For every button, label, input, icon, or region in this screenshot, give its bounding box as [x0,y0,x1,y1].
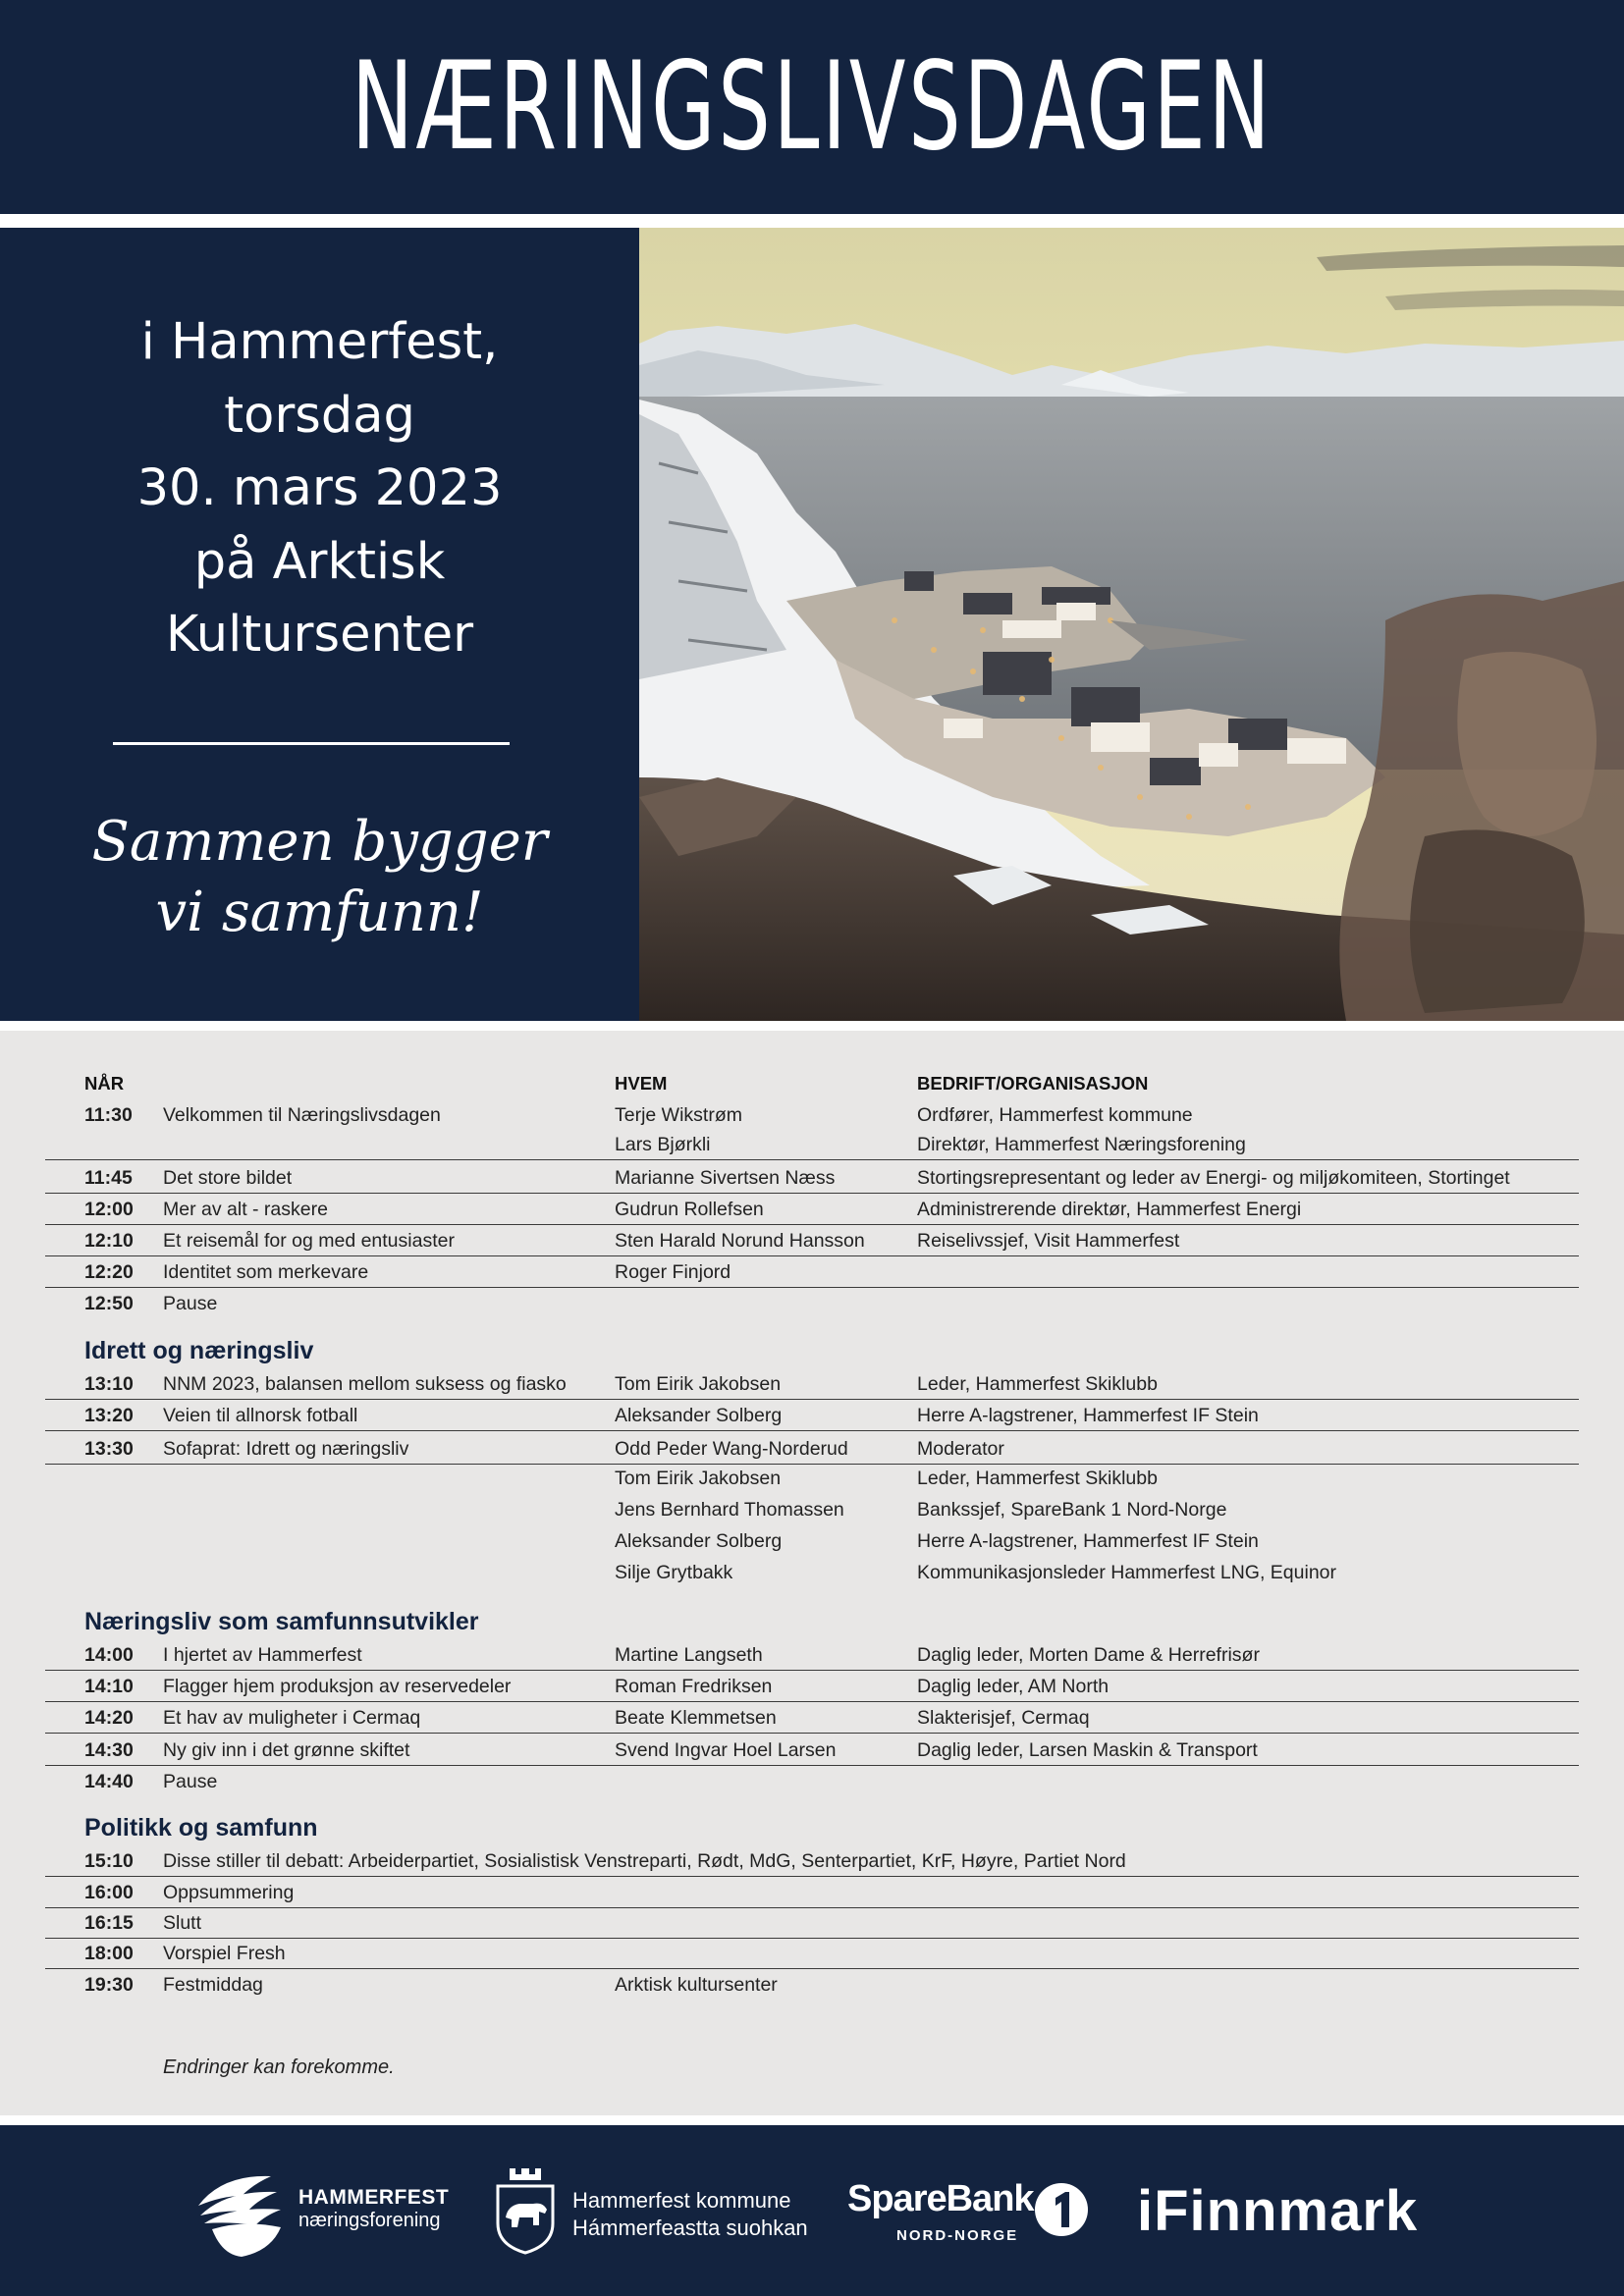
table-row [45,1937,1579,1969]
row-time: 13:10 [84,1373,134,1395]
table-row [45,1432,1579,1465]
row-time: 19:30 [84,1974,134,1996]
event-weekday: torsdag [224,386,415,445]
row-time: 12:10 [84,1230,134,1252]
sparebank-one-icon [1032,2180,1091,2239]
schedule-header-row [45,1067,1579,1098]
row-time: 14:30 [84,1739,134,1761]
hnf-name: HAMMERFEST [298,2186,450,2209]
row-speaker: Marianne Sivertsen Næss [615,1167,836,1189]
hnf-subname: næringsforening [298,2210,441,2231]
row-organisation: Administrerende direktør, Hammerfest Energi [917,1199,1302,1220]
row-time: 14:20 [84,1707,134,1729]
event-info-panel [0,228,639,1021]
row-speaker: Aleksander Solberg [615,1405,783,1426]
row-speaker: Tom Eirik Jakobsen [615,1373,782,1395]
table-row [45,1844,1579,1877]
column-header-who: HVEM [615,1073,668,1094]
event-location: i Hammerfest, [140,313,499,371]
row-time: 16:15 [84,1912,134,1934]
sparebank1-nord-norge-logo [847,2166,1093,2261]
row-time: 14:00 [84,1644,134,1666]
slogan [0,807,639,948]
hammerfest-landscape-illustration [639,228,1624,1021]
row-title: Slutt [163,1912,202,1934]
row-title: I hjertet av Hammerfest [163,1644,362,1666]
table-row [45,1161,1579,1194]
row-time: 18:00 [84,1943,134,1964]
section-heading-politics: Politikk og samfunn [84,1814,318,1842]
section-heading-business: Næringsliv som samfunnsutvikler [84,1608,479,1635]
table-row [45,1734,1579,1766]
row-title: Identitet som merkevare [163,1261,369,1283]
row-speaker: Tom Eirik Jakobsen [615,1468,782,1489]
table-row [45,1255,1579,1288]
slogan-line1: Sammen bygger [91,810,548,874]
row-organisation: Leder, Hammerfest Skiklubb [917,1373,1158,1395]
row-organisation: Herre A-lagstrener, Hammerfest IF Stein [917,1530,1259,1552]
table-row [45,1493,1579,1524]
kommune-name: Hammerfest kommune [572,2188,791,2213]
event-venue-line1: på Arktisk [193,532,446,591]
table-row [45,1367,1579,1400]
row-title: Oppsummering [163,1882,295,1903]
section-heading-sport: Idrett og næringsliv [84,1337,314,1364]
program-schedule [0,1031,1624,2115]
row-title: Pause [163,1293,218,1314]
row-speaker: Odd Peder Wang-Norderud [615,1438,848,1460]
sparebank-region: NORD-NORGE [896,2227,1019,2244]
row-title: Ny giv inn i det grønne skiftet [163,1739,410,1761]
row-title: Disse stiller til debatt: Arbeiderpartiet, Sosialistisk Venstreparti, Rødt, MdG, Senterpartiet, KrF, Høyre, Partiet Nord [163,1850,1126,1872]
slogan-line2: vi samfunn! [155,881,484,944]
row-organisation: Kommunikasjonsleder Hammerfest LNG, Equinor [917,1562,1337,1583]
wave-logo-icon [192,2166,287,2261]
table-row [45,1670,1579,1702]
event-details [0,306,639,672]
row-speaker: Beate Klemmetsen [615,1707,777,1729]
row-speaker: Aleksander Solberg [615,1530,783,1552]
table-row [45,1128,1579,1160]
column-header-when: NÅR [84,1073,125,1094]
table-row [45,1638,1579,1671]
row-speaker: Sten Harald Norund Hansson [615,1230,865,1252]
kommune-sami-name: Hámmerfeastta suohkan [572,2216,808,2240]
hammerfest-photo [639,228,1624,1021]
row-speaker: Martine Langseth [615,1644,763,1666]
row-title: Vorspiel Fresh [163,1943,286,1964]
event-venue-line2: Kultursenter [165,606,474,664]
table-row [45,1556,1579,1587]
row-organisation: Stortingsrepresentant og leder av Energi- og miljøkomiteen, Stortinget [917,1167,1510,1189]
table-row [45,1098,1579,1130]
table-row [45,1193,1579,1225]
row-time: 14:40 [84,1771,134,1792]
row-time: 12:00 [84,1199,134,1220]
table-row [45,1462,1579,1493]
hammerfest-naeringsforening-logo [192,2166,458,2261]
row-time: 11:45 [84,1167,133,1189]
row-speaker: Terje Wikstrøm [615,1104,742,1126]
row-time: 13:20 [84,1405,134,1426]
row-organisation: Bankssjef, SpareBank 1 Nord-Norge [917,1499,1227,1521]
table-row [45,1287,1579,1318]
table-row [45,1876,1579,1908]
row-speaker: Gudrun Rollefsen [615,1199,764,1220]
table-row [45,1524,1579,1556]
row-organisation: Slakterisjef, Cermaq [917,1707,1090,1729]
column-header-org: BEDRIFT/ORGANISASJON [917,1073,1149,1094]
row-speaker: Roman Fredriksen [615,1676,773,1697]
row-speaker: Jens Bernhard Thomassen [615,1499,844,1521]
changes-note: Endringer kan forekomme. [163,2056,395,2078]
row-organisation: Daglig leder, Morten Dame & Herrefrisør [917,1644,1260,1666]
header-banner [0,0,1624,214]
row-time: 14:10 [84,1676,134,1697]
row-time: 15:10 [84,1850,134,1872]
hammerfest-kommune-logo [494,2166,828,2261]
row-title: Pause [163,1771,218,1792]
table-row [45,1968,1579,2000]
row-organisation: Herre A-lagstrener, Hammerfest IF Stein [917,1405,1259,1426]
row-title: Velkommen til Næringslivsdagen [163,1104,441,1126]
event-title: NÆRINGSLIVSDAGEN [351,36,1273,178]
row-time: 12:50 [84,1293,134,1314]
row-speaker: Lars Bjørkli [615,1134,711,1155]
row-organisation: Direktør, Hammerfest Næringsforening [917,1134,1246,1155]
table-row [45,1399,1579,1431]
row-organisation: Daglig leder, Larsen Maskin & Transport [917,1739,1258,1761]
row-organisation: Daglig leder, AM North [917,1676,1110,1697]
row-time: 16:00 [84,1882,134,1903]
polar-bear-crest-icon [494,2166,557,2255]
row-title: Festmiddag [163,1974,263,1996]
table-row [45,1224,1579,1256]
table-row [45,1765,1579,1796]
ifinnmark-name: iFinnmark [1137,2179,1419,2243]
row-organisation: Leder, Hammerfest Skiklubb [917,1468,1158,1489]
sparebank-name: SpareBank [847,2178,1034,2219]
row-organisation: Ordfører, Hammerfest kommune [917,1104,1193,1126]
sponsor-footer [0,2125,1624,2296]
row-speaker: Arktisk kultursenter [615,1974,778,1996]
table-row [45,1906,1579,1939]
row-title: Flagger hjem produksjon av reservedeler [163,1676,512,1697]
row-title: Veien til allnorsk fotball [163,1405,358,1426]
row-organisation: Reiselivssjef, Visit Hammerfest [917,1230,1180,1252]
row-organisation: Moderator [917,1438,1004,1460]
info-divider [113,742,510,745]
table-row [45,1701,1579,1734]
row-title: NNM 2023, balansen mellom suksess og fiasko [163,1373,567,1395]
row-time: 12:20 [84,1261,134,1283]
row-time: 13:30 [84,1438,134,1460]
row-title: Et hav av muligheter i Cermaq [163,1707,421,1729]
row-title: Det store bildet [163,1167,293,1189]
row-title: Et reisemål for og med entusiaster [163,1230,455,1252]
row-time: 11:30 [84,1104,133,1126]
row-title: Mer av alt - raskere [163,1199,328,1220]
row-speaker: Svend Ingvar Hoel Larsen [615,1739,837,1761]
row-speaker: Roger Finjord [615,1261,731,1283]
row-title: Sofaprat: Idrett og næringsliv [163,1438,409,1460]
event-date: 30. mars 2023 [136,459,503,517]
ifinnmark-logo [1137,2166,1432,2261]
row-speaker: Silje Grytbakk [615,1562,733,1583]
